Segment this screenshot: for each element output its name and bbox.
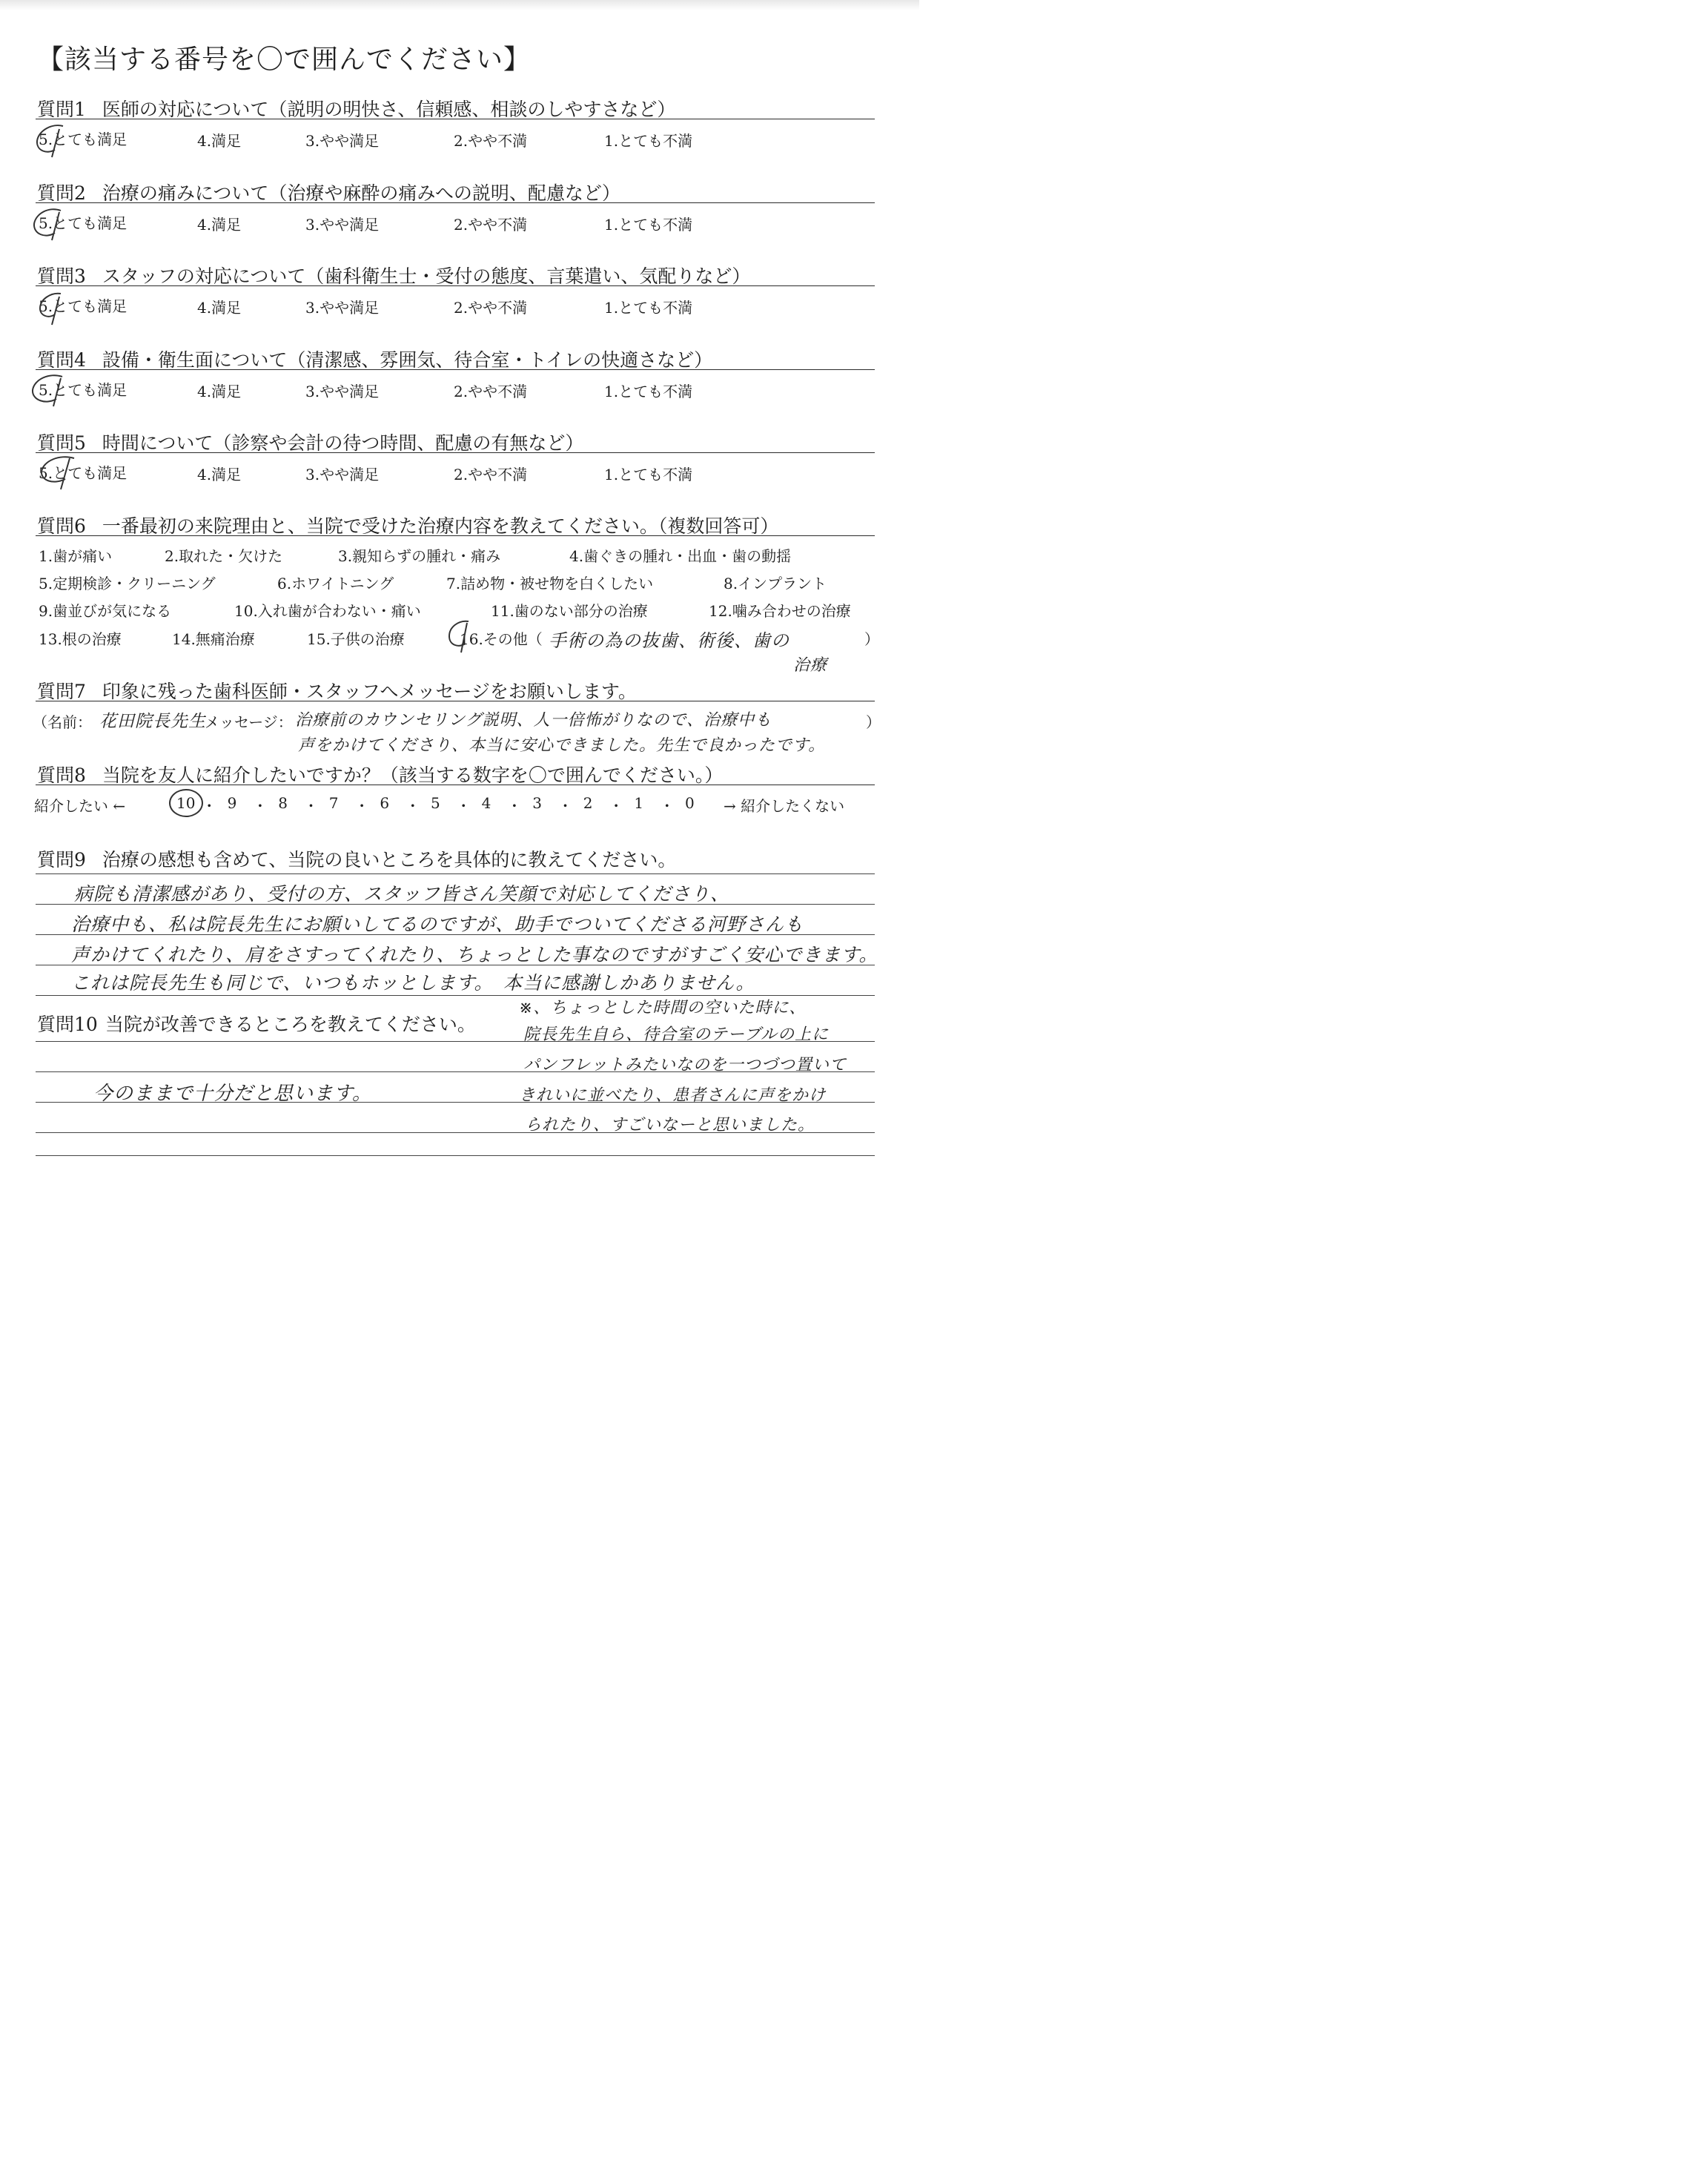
q7-name-prefix: （名前：	[33, 713, 92, 731]
q3-option-3[interactable]: 3.やや満足	[305, 299, 380, 317]
question-6-text: 一番最初の来院理由と、当院で受けた治療内容を教えてください。（複数回答可）	[102, 515, 779, 537]
q8-scale-separator: ・	[609, 797, 624, 815]
q4-option-4[interactable]: 4.満足	[197, 383, 242, 400]
question-1-label: 質問1	[37, 99, 86, 120]
question-4-label: 質問4	[37, 349, 86, 371]
q6-option-13[interactable]: 13.根の治療	[39, 630, 122, 648]
question-6	[37, 512, 778, 538]
question-2-rule	[36, 202, 875, 203]
q5-option-5[interactable]: 5.とても満足	[39, 464, 128, 482]
question-8-label: 質問8	[37, 764, 86, 786]
q3-option-4[interactable]: 4.満足	[197, 299, 242, 317]
q8-scale-value-0[interactable]: 0	[685, 794, 695, 812]
q1-option-2[interactable]: 2.やや不満	[454, 132, 528, 150]
question-5-text: 時間について（診察や会計の待つ時間、配慮の有無など）	[102, 432, 584, 454]
q2-option-3[interactable]: 3.やや満足	[305, 216, 380, 234]
q8-right-label: → 紹介したくない	[724, 797, 845, 815]
q5-option-2[interactable]: 2.やや不満	[454, 466, 528, 483]
q6-option-12[interactable]: 12.噛み合わせの治療	[709, 602, 851, 620]
q8-scale-separator: ・	[456, 797, 471, 815]
q8-scale-separator: ・	[252, 797, 268, 815]
q8-scale-value-3[interactable]: 3	[532, 794, 542, 812]
q5-option-4[interactable]: 4.満足	[197, 466, 242, 483]
q9-answer-line-3[interactable]: 声かけてくれたり、肩をさすってくれたり、ちょっとした事なのですがすごく安心できます。	[71, 944, 878, 965]
q7-close: ）	[866, 713, 881, 731]
q8-scale-value-9[interactable]: 9	[227, 794, 237, 812]
q4-option-2[interactable]: 2.やや不満	[454, 383, 528, 400]
question-3-label: 質問3	[37, 265, 86, 287]
question-5-label: 質問5	[37, 432, 86, 454]
q8-scale-value-8[interactable]: 8	[278, 794, 288, 812]
q8-scale-value-1[interactable]: 1	[634, 794, 644, 812]
q1-option-3[interactable]: 3.やや満足	[305, 132, 380, 150]
q10-line-5-rule	[36, 1155, 875, 1156]
question-2	[37, 179, 620, 205]
q6-option-4[interactable]: 4.歯ぐきの腫れ・出血・歯の動揺	[569, 547, 792, 565]
question-8-text: 当院を友人に紹介したいですか？（該当する数字を〇で囲んでください。）	[102, 764, 724, 786]
q7-message-prefix: メッセージ：	[205, 713, 293, 731]
question-4	[37, 346, 712, 372]
q3-selection-circle	[31, 286, 74, 331]
q6-option-7[interactable]: 7.詰め物・被せ物を白くしたい	[446, 575, 654, 592]
question-10-text: 当院が改善できるところを教えてください。	[105, 1014, 476, 1035]
question-9-label: 質問9	[37, 849, 86, 871]
q8-scale-separator: ・	[354, 797, 370, 815]
q5-option-1[interactable]: 1.とても不満	[604, 466, 693, 483]
q8-scale-value-4[interactable]: 4	[481, 794, 491, 812]
question-8	[37, 761, 723, 787]
question-10-label: 質問10	[37, 1014, 98, 1035]
q8-scale-separator: ・	[202, 797, 217, 815]
question-6-rule	[36, 535, 875, 536]
q7-name-handwritten[interactable]: 花田院長先生	[99, 712, 206, 731]
q1-option-4[interactable]: 4.満足	[197, 132, 242, 150]
q10-right-line-1[interactable]: ※、ちょっとした時間の空いた時に、	[519, 999, 807, 1017]
q8-scale-separator: ・	[557, 797, 573, 815]
q9-answer-line-1[interactable]: 病院も清潔感があり、受付の方、スタッフ皆さん笑顔で対応してくださり、	[74, 883, 730, 905]
q6-selection-circle	[445, 615, 482, 657]
question-2-label: 質問2	[37, 182, 86, 204]
question-7	[37, 677, 637, 704]
question-1-text: 医師の対応について（説明の明快さ、信頼感、相談のしやすさなど）	[102, 99, 676, 120]
q6-option-15[interactable]: 15.子供の治療	[307, 630, 405, 648]
q6-option-11[interactable]: 11.歯のない部分の治療	[491, 602, 648, 620]
q2-selection-circle	[28, 202, 74, 246]
q6-other-handwritten-2: 治療	[793, 656, 828, 675]
q2-option-1[interactable]: 1.とても不満	[604, 216, 693, 234]
q3-option-5[interactable]: 5.とても満足	[39, 297, 128, 315]
q8-scale-value-2[interactable]: 2	[583, 794, 593, 812]
q6-option-8[interactable]: 8.インプラント	[724, 575, 827, 592]
q7-message-line-2[interactable]: 声をかけてくださり、本当に安心できました。先生で良かったです。	[298, 736, 826, 755]
question-4-text: 設備・衛生面について（清潔感、雰囲気、待合室・トイレの快適さなど）	[102, 349, 713, 371]
q6-option-3[interactable]: 3.親知らずの腫れ・痛み	[338, 547, 501, 565]
question-7-label: 質問7	[37, 681, 86, 702]
q6-option-9[interactable]: 9.歯並びが気になる	[39, 602, 172, 620]
q8-scale-value-10[interactable]: 10	[176, 794, 196, 812]
q4-option-1[interactable]: 1.とても不満	[604, 383, 693, 400]
q8-left-label: 紹介したい ←	[34, 797, 126, 815]
q6-other-close: ）	[864, 630, 879, 648]
q6-option-2[interactable]: 2.取れた・欠けた	[165, 547, 283, 565]
q8-scale-separator: ・	[303, 797, 319, 815]
q8-scale-separator: ・	[506, 797, 522, 815]
q2-option-2[interactable]: 2.やや不満	[454, 216, 528, 234]
q9-answer-line-2[interactable]: 治療中も、私は院長先生にお願いしてるのですが、助手でついてくださる河野さんも	[71, 914, 804, 935]
question-1	[37, 95, 675, 122]
q8-scale-value-7[interactable]: 7	[328, 794, 339, 812]
question-7-text: 印象に残った歯科医師・スタッフへメッセージをお願いします。	[102, 681, 637, 702]
question-2-text: 治療の痛みについて（治療や麻酔の痛みへの説明、配慮など）	[102, 182, 620, 204]
question-9-text: 治療の感想も含めて、当院の良いところを具体的に教えてください。	[102, 849, 677, 871]
q8-scale-separator: ・	[405, 797, 420, 815]
q9-line-1-rule	[36, 873, 875, 874]
question-5-rule	[36, 452, 875, 453]
question-3	[37, 262, 750, 288]
q1-option-1[interactable]: 1.とても不満	[604, 132, 693, 150]
q5-option-3[interactable]: 3.やや満足	[305, 466, 380, 483]
q5-selection-circle	[33, 451, 92, 495]
question-9	[37, 845, 676, 872]
q6-option-6[interactable]: 6.ホワイトニング	[277, 575, 394, 592]
q10-right-line-3[interactable]: パンフレットみたいなのを一つづつ置いて	[523, 1056, 847, 1074]
q8-selection-circle	[169, 789, 203, 817]
question-10	[37, 1010, 476, 1037]
q4-option-3[interactable]: 3.やや満足	[305, 383, 380, 400]
q6-option-16[interactable]: 16.その他（	[460, 630, 543, 648]
q8-scale-value-6[interactable]: 6	[380, 794, 390, 812]
q10-right-line-2[interactable]: 院長先生自ら、待合室のテーブルの上に	[523, 1025, 830, 1044]
form-title: 【該当する番号を〇で囲んでください】	[37, 44, 532, 75]
q4-selection-circle	[27, 369, 76, 411]
q4-option-5[interactable]: 5.とても満足	[39, 381, 128, 399]
q7-message-line-1[interactable]: 治療前のカウンセリング説明、人一倍怖がりなので、治療中も	[295, 711, 772, 730]
q6-option-5[interactable]: 5.定期検診・クリーニング	[39, 575, 216, 592]
q3-option-2[interactable]: 2.やや不満	[454, 299, 528, 317]
q8-scale-value-5[interactable]: 5	[431, 794, 440, 812]
q6-other-handwritten-1: 手術の為の抜歯、術後、歯の	[549, 630, 790, 651]
question-6-label: 質問6	[37, 515, 86, 537]
scan-edge	[0, 0, 919, 10]
q10-right-line-4[interactable]: きれいに並べたり、患者さんに声をかけ	[519, 1086, 827, 1105]
question-5	[37, 429, 583, 455]
q6-option-14[interactable]: 14.無痛治療	[172, 630, 255, 648]
q9-answer-line-4[interactable]: これは院長先生も同じで、いつもホッとします。 本当に感謝しかありません。	[71, 972, 755, 994]
q1-option-5[interactable]: 5.とても満足	[39, 131, 128, 148]
question-3-text: スタッフの対応について（歯科衛生士・受付の態度、言葉遣い、気配りなど）	[102, 265, 751, 287]
question-3-rule	[36, 285, 875, 286]
q10-left-answer[interactable]: 今のままで十分だと思います。	[93, 1083, 372, 1105]
question-4-rule	[36, 369, 875, 370]
q8-scale-separator: ・	[659, 797, 675, 815]
q2-option-5[interactable]: 5.とても満足	[39, 214, 128, 232]
q6-option-10[interactable]: 10.入れ歯が合わない・痛い	[234, 602, 421, 620]
q3-option-1[interactable]: 1.とても不満	[604, 299, 693, 317]
q6-option-1[interactable]: 1.歯が痛い	[39, 547, 113, 565]
q2-option-4[interactable]: 4.満足	[197, 216, 242, 234]
q10-right-line-5[interactable]: られたり、すごいなーと思いました。	[525, 1116, 815, 1135]
q1-selection-circle	[30, 119, 74, 163]
